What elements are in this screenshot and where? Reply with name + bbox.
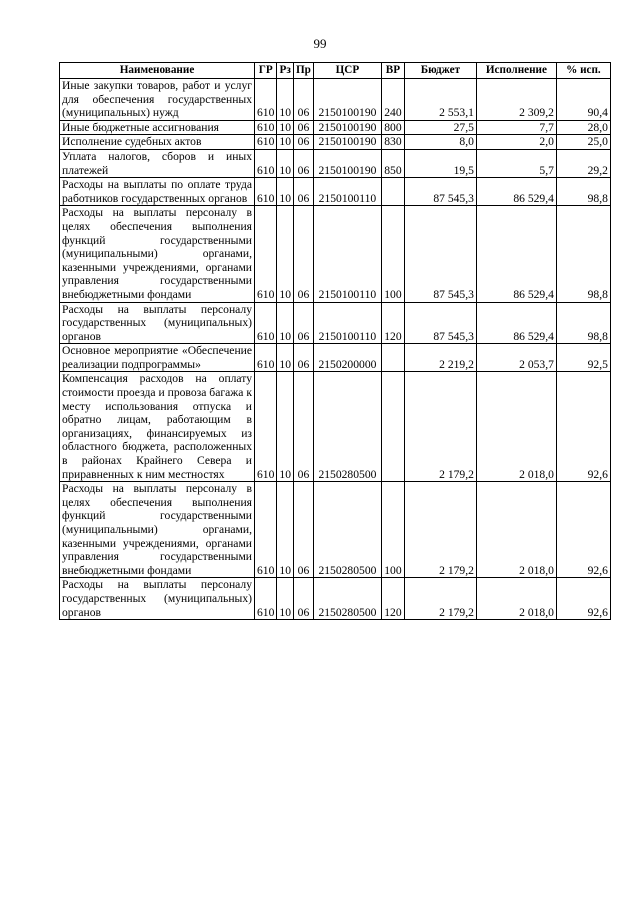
row-budget: 2 219,2 bbox=[404, 344, 476, 372]
row-execution: 86 529,4 bbox=[476, 178, 556, 206]
row-csr: 2150100190 bbox=[313, 79, 381, 121]
row-vr: 800 bbox=[381, 120, 404, 135]
row-csr: 2150100190 bbox=[313, 149, 381, 177]
row-budget: 2 179,2 bbox=[404, 372, 476, 482]
header-name: Наименование bbox=[60, 63, 255, 79]
row-pr: 06 bbox=[293, 372, 313, 482]
row-vr: 100 bbox=[381, 206, 404, 302]
row-csr: 2150100190 bbox=[313, 135, 381, 150]
row-budget: 87 545,3 bbox=[404, 178, 476, 206]
row-csr: 2150100110 bbox=[313, 178, 381, 206]
row-percent: 98,8 bbox=[556, 206, 610, 302]
row-vr bbox=[381, 344, 404, 372]
row-rz: 10 bbox=[277, 344, 294, 372]
row-budget: 27,5 bbox=[404, 120, 476, 135]
row-csr: 2150200000 bbox=[313, 344, 381, 372]
row-pr: 06 bbox=[293, 149, 313, 177]
row-gr: 610 bbox=[255, 178, 277, 206]
row-budget: 87 545,3 bbox=[404, 302, 476, 344]
row-name: Основное мероприятие «Обеспечение реализации подпрограммы» bbox=[60, 344, 255, 372]
row-budget: 2 553,1 bbox=[404, 79, 476, 121]
row-gr: 610 bbox=[255, 79, 277, 121]
header-gr: ГР bbox=[255, 63, 277, 79]
row-execution: 86 529,4 bbox=[476, 206, 556, 302]
row-gr: 610 bbox=[255, 344, 277, 372]
row-pr: 06 bbox=[293, 120, 313, 135]
row-gr: 610 bbox=[255, 120, 277, 135]
header-csr: ЦСР bbox=[313, 63, 381, 79]
header-rz: Рз bbox=[277, 63, 294, 79]
row-gr: 610 bbox=[255, 372, 277, 482]
row-pr: 06 bbox=[293, 178, 313, 206]
row-name: Расходы на выплаты персоналу государственных (муниципальных) органов bbox=[60, 302, 255, 344]
row-name: Расходы на выплаты персоналу государственных (муниципальных) органов bbox=[60, 578, 255, 620]
row-percent: 29,2 bbox=[556, 149, 610, 177]
table-row bbox=[60, 482, 611, 578]
row-execution: 2,0 bbox=[476, 135, 556, 150]
row-rz: 10 bbox=[277, 120, 294, 135]
row-execution: 5,7 bbox=[476, 149, 556, 177]
header-budget: Бюджет bbox=[404, 63, 476, 79]
row-rz: 10 bbox=[277, 178, 294, 206]
row-vr bbox=[381, 372, 404, 482]
row-pr: 06 bbox=[293, 79, 313, 121]
row-percent: 90,4 bbox=[556, 79, 610, 121]
row-percent: 92,5 bbox=[556, 344, 610, 372]
row-percent: 98,8 bbox=[556, 178, 610, 206]
header-vr: ВР bbox=[381, 63, 404, 79]
row-budget: 2 179,2 bbox=[404, 578, 476, 620]
row-vr: 120 bbox=[381, 302, 404, 344]
row-percent: 92,6 bbox=[556, 482, 610, 578]
budget-table bbox=[59, 62, 611, 620]
table-row bbox=[60, 372, 611, 482]
row-execution: 2 309,2 bbox=[476, 79, 556, 121]
row-gr: 610 bbox=[255, 302, 277, 344]
row-percent: 92,6 bbox=[556, 372, 610, 482]
row-name: Исполнение судебных актов bbox=[60, 135, 255, 150]
row-vr: 850 bbox=[381, 149, 404, 177]
header-percent: % исп. bbox=[556, 63, 610, 79]
row-execution: 2 018,0 bbox=[476, 482, 556, 578]
row-vr: 240 bbox=[381, 79, 404, 121]
page-number: 99 bbox=[313, 36, 327, 51]
row-pr: 06 bbox=[293, 302, 313, 344]
row-execution: 2 018,0 bbox=[476, 372, 556, 482]
row-csr: 2150280500 bbox=[313, 578, 381, 620]
row-rz: 10 bbox=[277, 302, 294, 344]
row-rz: 10 bbox=[277, 149, 294, 177]
row-name: Расходы на выплаты персоналу в целях обеспечения выполнения функций государственными (муниципальными) органами, казенными учреждениями, органами управления государственными внебюджетными фондами bbox=[60, 206, 255, 302]
row-percent: 28,0 bbox=[556, 120, 610, 135]
row-name: Расходы на выплаты по оплате труда работников государственных органов bbox=[60, 178, 255, 206]
header-pr: Пр bbox=[293, 63, 313, 79]
row-percent: 92,6 bbox=[556, 578, 610, 620]
row-gr: 610 bbox=[255, 135, 277, 150]
row-csr: 2150280500 bbox=[313, 372, 381, 482]
table-row bbox=[60, 79, 611, 121]
table-header-row bbox=[60, 63, 611, 79]
table-row bbox=[60, 120, 611, 135]
row-rz: 10 bbox=[277, 372, 294, 482]
row-name: Компенсация расходов на оплату стоимости проезда и провоза багажа к месту использования отпуска и обратно лицам, работающим в организациях, финансируемых из областного бюджета, расположенных в районах Крайнего Севера и приравненных к ним местностях bbox=[60, 372, 255, 482]
row-percent: 98,8 bbox=[556, 302, 610, 344]
table-row bbox=[60, 178, 611, 206]
row-vr: 100 bbox=[381, 482, 404, 578]
row-csr: 2150280500 bbox=[313, 482, 381, 578]
row-budget: 19,5 bbox=[404, 149, 476, 177]
table-row bbox=[60, 149, 611, 177]
row-pr: 06 bbox=[293, 135, 313, 150]
row-percent: 25,0 bbox=[556, 135, 610, 150]
row-csr: 2150100190 bbox=[313, 120, 381, 135]
row-budget: 8,0 bbox=[404, 135, 476, 150]
row-name: Уплата налогов, сборов и иных платежей bbox=[60, 149, 255, 177]
row-rz: 10 bbox=[277, 578, 294, 620]
row-name: Иные закупки товаров, работ и услуг для обеспечения государственных (муниципальных) нужд bbox=[60, 79, 255, 121]
row-budget: 2 179,2 bbox=[404, 482, 476, 578]
row-budget: 87 545,3 bbox=[404, 206, 476, 302]
row-name: Расходы на выплаты персоналу в целях обеспечения выполнения функций государственными (муниципальными) органами, казенными учреждениями, органами управления государственными внебюджетными фондами bbox=[60, 482, 255, 578]
row-rz: 10 bbox=[277, 206, 294, 302]
row-pr: 06 bbox=[293, 578, 313, 620]
row-gr: 610 bbox=[255, 206, 277, 302]
table-row bbox=[60, 135, 611, 150]
row-vr: 830 bbox=[381, 135, 404, 150]
header-execution: Исполнение bbox=[476, 63, 556, 79]
row-gr: 610 bbox=[255, 578, 277, 620]
row-execution: 86 529,4 bbox=[476, 302, 556, 344]
row-rz: 10 bbox=[277, 482, 294, 578]
row-execution: 7,7 bbox=[476, 120, 556, 135]
row-execution: 2 018,0 bbox=[476, 578, 556, 620]
row-rz: 10 bbox=[277, 135, 294, 150]
row-rz: 10 bbox=[277, 79, 294, 121]
row-vr bbox=[381, 178, 404, 206]
row-pr: 06 bbox=[293, 482, 313, 578]
table-row bbox=[60, 206, 611, 302]
row-gr: 610 bbox=[255, 149, 277, 177]
row-pr: 06 bbox=[293, 344, 313, 372]
row-execution: 2 053,7 bbox=[476, 344, 556, 372]
row-vr: 120 bbox=[381, 578, 404, 620]
row-csr: 2150100110 bbox=[313, 302, 381, 344]
row-csr: 2150100110 bbox=[313, 206, 381, 302]
row-name: Иные бюджетные ассигнования bbox=[60, 120, 255, 135]
row-gr: 610 bbox=[255, 482, 277, 578]
table-row bbox=[60, 344, 611, 372]
table-row bbox=[60, 302, 611, 344]
table-row bbox=[60, 578, 611, 620]
row-pr: 06 bbox=[293, 206, 313, 302]
